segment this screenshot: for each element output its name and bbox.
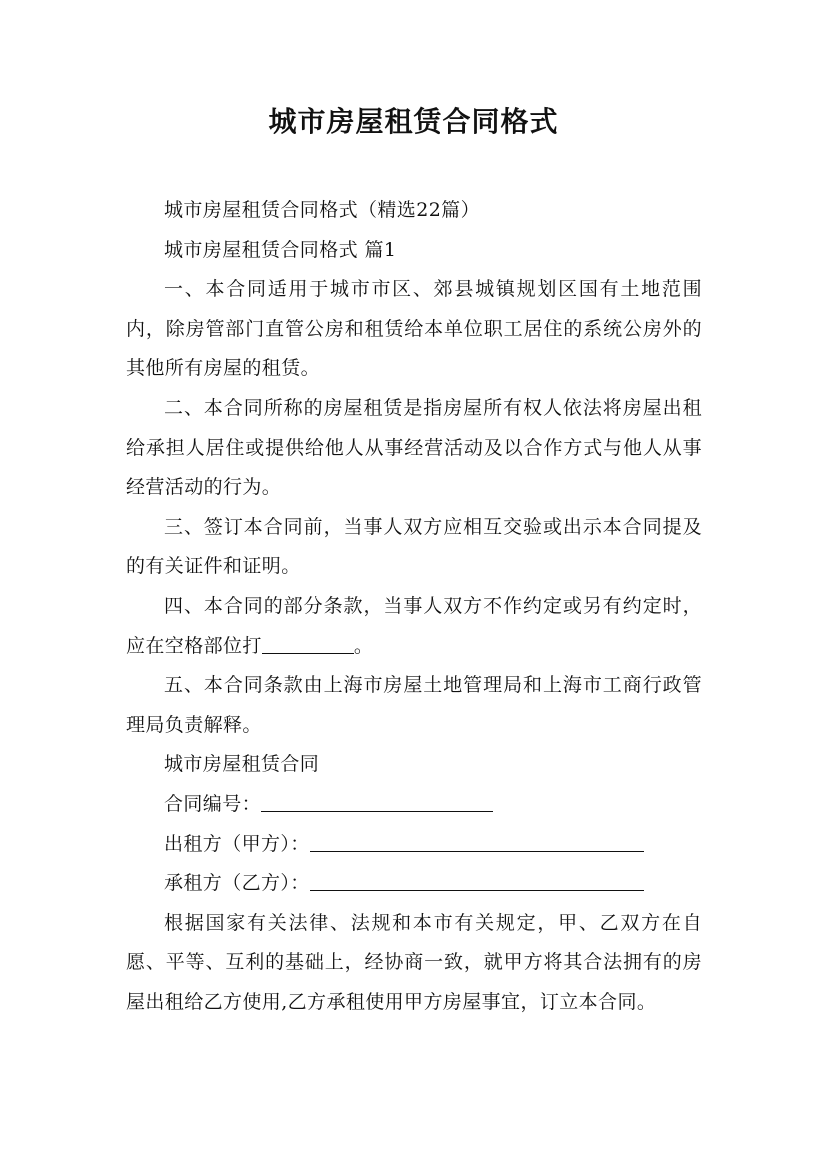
lessor-label: 出租方（甲方）： (164, 832, 310, 855)
contract-number-blank[interactable] (261, 793, 493, 812)
lessor-blank[interactable] (310, 833, 644, 852)
clause-5: 五、本合同条款由上海市房屋土地管理局和上海市工商行政管理局负责解释。 (126, 674, 702, 736)
clause-4 (126, 587, 702, 666)
document-title: 城市房屋租赁合同格式 (268, 105, 559, 138)
clause-3: 三、签订本合同前，当事人双方应相互交验或出示本合同提及的有关证件和证明。 (126, 515, 702, 578)
section-heading: 城市房屋租赁合同格式 篇1 (164, 238, 397, 261)
lessor-line (126, 825, 702, 865)
lessee-line (126, 864, 702, 904)
clause-4-end: 。 (353, 634, 374, 657)
clause-1: 一、本合同适用于城市市区、郊县城镇规划区国有土地范围内，除房管部门直管公房和租赁给本单位职工居住的系统公房外的其他所有房屋的租赁。 (126, 278, 702, 380)
clause-4-text: 四、本合同的部分条款，当事人双方不作约定或另有约定时，应在空格部位打 (126, 594, 702, 657)
preamble: 根据国家有关法律、法规和本市有关规定，甲、乙双方在自愿、平等、互利的基础上，经协商一致，就甲方将其合法拥有的房屋出租给乙方使用,乙方承租使用甲方房屋事宜，订立本合同。 (126, 911, 702, 1013)
contract-number-line (126, 785, 702, 825)
lessee-blank[interactable] (310, 872, 644, 891)
contract-title: 城市房屋租赁合同 (164, 753, 320, 776)
mark-blank[interactable] (262, 635, 354, 654)
document-subtitle: 城市房屋租赁合同格式（精选22篇） (164, 199, 480, 221)
contract-number-label: 合同编号： (164, 792, 262, 815)
lessee-label: 承租方（乙方）： (164, 872, 310, 895)
clause-2: 二、本合同所称的房屋租赁是指房屋所有权人依法将房屋出租给承担人居住或提供给他人从事经营活动及以合作方式与他人从事经营活动的行为。 (126, 396, 702, 499)
document-body (126, 191, 702, 1022)
